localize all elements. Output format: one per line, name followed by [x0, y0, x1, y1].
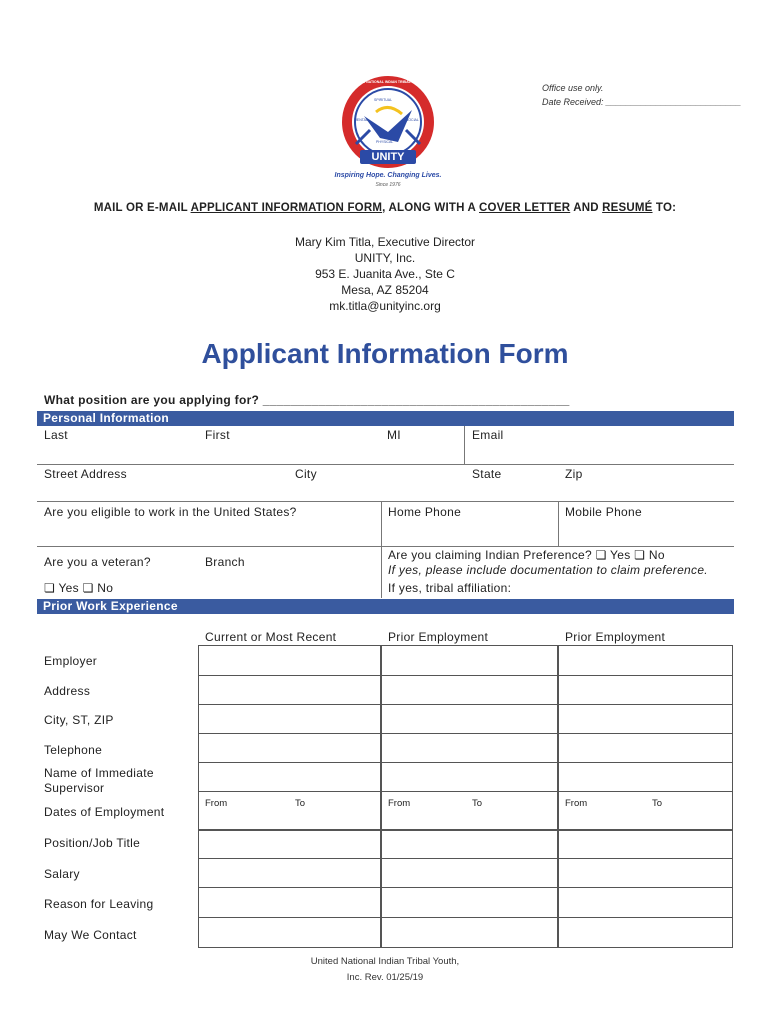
instr-part: MAIL OR E-MAIL: [93, 202, 191, 214]
phone-divider: [381, 502, 382, 546]
mi-label: MI: [387, 428, 401, 442]
logo-brand: UNITY: [371, 151, 405, 163]
instr-part: AND: [570, 202, 603, 214]
email-label: Email: [472, 428, 504, 442]
address-street: 953 E. Juanita Ave., Ste C: [315, 267, 455, 281]
work-entry-cell[interactable]: [381, 791, 558, 831]
mobile-phone-label: Mobile Phone: [565, 505, 642, 519]
row-dates: Dates of Employment: [44, 805, 165, 819]
address-org: UNITY, Inc.: [354, 251, 416, 265]
row-salary: Salary: [44, 867, 80, 881]
work-entry-cell[interactable]: [381, 858, 558, 888]
row-divider: [37, 546, 734, 547]
instr-part: TO:: [652, 202, 677, 214]
work-entry-cell[interactable]: [558, 829, 733, 859]
from-label: From: [565, 798, 588, 809]
from-label: From: [205, 798, 228, 809]
from-label: From: [388, 798, 411, 809]
zip-label: Zip: [565, 467, 583, 481]
first-name-label: First: [205, 428, 230, 442]
work-entry-cell[interactable]: [558, 887, 733, 918]
row-reason: Reason for Leaving: [44, 897, 154, 911]
work-entry-cell[interactable]: [558, 858, 733, 888]
to-label: To: [295, 798, 306, 809]
address-city: Mesa, AZ 85204: [341, 283, 429, 297]
row-employer: Employer: [44, 654, 98, 668]
work-eligibility-label: Are you eligible to work in the United States?: [44, 505, 297, 519]
last-name-label: Last: [44, 428, 68, 442]
work-entry-cell[interactable]: [558, 675, 733, 705]
email-divider: [464, 426, 465, 464]
work-entry-cell[interactable]: [198, 829, 381, 859]
work-experience-header: Prior Work Experience: [37, 599, 734, 614]
veteran-checkboxes[interactable]: ❏ Yes ❏ No: [44, 581, 114, 595]
work-entry-cell[interactable]: [381, 704, 558, 734]
work-entry-cell[interactable]: [558, 704, 733, 734]
row-address: Address: [44, 684, 91, 698]
branch-label: Branch: [205, 555, 245, 569]
row-city-st-zip: City, ST, ZIP: [44, 713, 114, 727]
work-entry-cell[interactable]: [381, 645, 558, 676]
date-received-label: Date Received: ___________________________: [542, 97, 742, 107]
city-label: City: [295, 467, 317, 481]
work-entry-cell[interactable]: [198, 733, 381, 763]
work-entry-cell[interactable]: [198, 791, 381, 831]
footer-org: United National Indian Tribal Youth,: [310, 956, 460, 967]
home-phone-label: Home Phone: [388, 505, 462, 519]
work-entry-cell[interactable]: [381, 829, 558, 859]
position-question[interactable]: What position are you applying for? ____________________________________________: [44, 393, 570, 407]
unity-logo: [336, 72, 440, 192]
work-entry-cell[interactable]: [381, 762, 558, 792]
footer-revision: Inc. Rev. 01/25/19: [346, 972, 424, 983]
work-entry-cell[interactable]: [381, 887, 558, 918]
work-entry-cell[interactable]: [558, 917, 733, 948]
work-entry-cell[interactable]: [198, 887, 381, 918]
work-entry-cell[interactable]: [198, 675, 381, 705]
instr-form-name: APPLICANT INFORMATION FORM: [190, 202, 383, 214]
work-entry-cell[interactable]: [558, 762, 733, 792]
logo-since: Since 1976: [375, 182, 401, 188]
row-divider: [37, 501, 734, 502]
work-entry-cell[interactable]: [381, 733, 558, 763]
logo-quadrant-spiritual: SPIRITUAL: [374, 98, 393, 102]
preference-divider: [381, 547, 382, 598]
work-entry-cell[interactable]: [381, 917, 558, 948]
address-name: Mary Kim Titla, Executive Director: [294, 235, 476, 249]
mail-instructions: [0, 202, 770, 214]
logo-quadrant-physical: PHYSICAL: [376, 140, 394, 144]
logo-quadrant-mental: MENTAL: [354, 118, 368, 122]
col-prior-2: Prior Employment: [565, 630, 666, 644]
work-entry-cell[interactable]: [198, 762, 381, 792]
row-divider: [37, 464, 734, 465]
phone-divider: [558, 502, 559, 546]
instr-part: , ALONG WITH A: [382, 202, 480, 214]
col-prior-1: Prior Employment: [388, 630, 489, 644]
work-entry-cell[interactable]: [198, 704, 381, 734]
indian-preference-question[interactable]: Are you claiming Indian Preference? ❏ Yes ❏ No: [388, 548, 665, 562]
work-entry-cell[interactable]: [558, 733, 733, 763]
state-label: State: [472, 467, 502, 481]
office-use-label: Office use only.: [542, 83, 604, 93]
veteran-label: Are you a veteran?: [44, 555, 151, 569]
logo-quadrant-social: SOCIAL: [406, 118, 419, 122]
work-entry-cell[interactable]: [558, 791, 733, 831]
logo-ring-text: UNITED NATIONAL INDIAN TRIBAL YOUTH: [352, 80, 424, 84]
tribal-affiliation-label: If yes, tribal affiliation:: [388, 581, 512, 595]
row-supervisor: Name of Immediate Supervisor: [44, 766, 154, 795]
row-contact: May We Contact: [44, 928, 137, 942]
to-label: To: [652, 798, 663, 809]
logo-tagline: Inspiring Hope. Changing Lives.: [334, 172, 442, 179]
to-label: To: [472, 798, 483, 809]
row-telephone: Telephone: [44, 743, 103, 757]
street-address-label: Street Address: [44, 467, 127, 481]
form-title: Applicant Information Form: [201, 338, 569, 369]
work-entry-cell[interactable]: [198, 917, 381, 948]
instr-resume: RESUMÉ: [602, 202, 653, 214]
personal-info-header: Personal Information: [37, 411, 734, 426]
row-position: Position/Job Title: [44, 836, 141, 850]
instr-cover-letter: COVER LETTER: [479, 202, 571, 214]
work-entry-cell[interactable]: [198, 645, 381, 676]
address-email: mk.titla@unityinc.org: [329, 299, 441, 313]
work-entry-cell[interactable]: [558, 645, 733, 676]
col-current: Current or Most Recent: [205, 630, 337, 644]
indian-preference-note: If yes, please include documentation to claim preference.: [388, 563, 708, 577]
work-entry-cell[interactable]: [381, 675, 558, 705]
work-entry-cell[interactable]: [198, 858, 381, 888]
